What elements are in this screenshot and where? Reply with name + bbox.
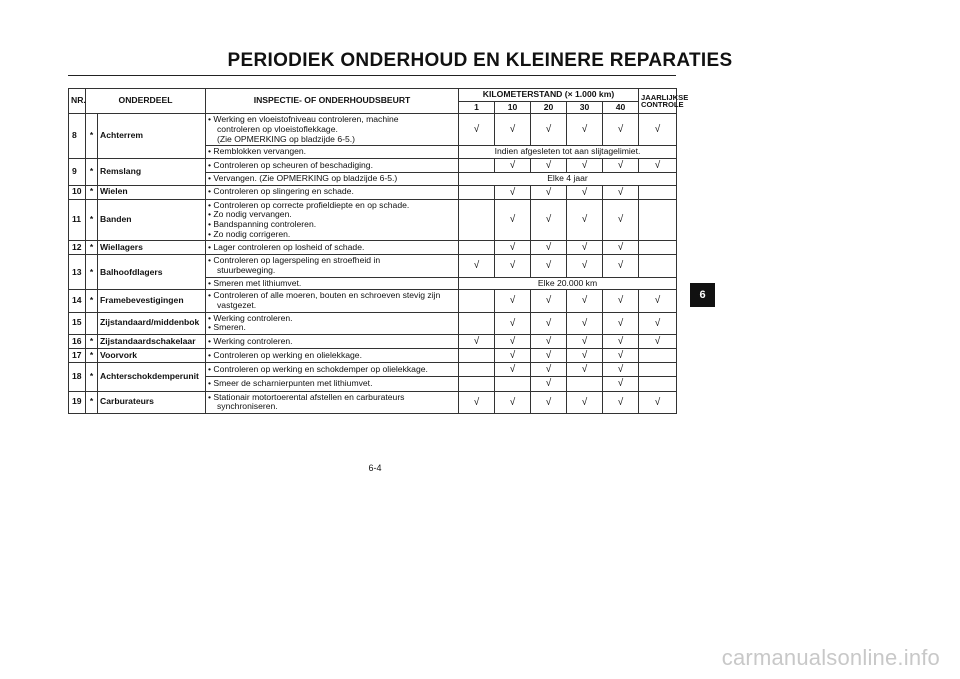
task-line: stuurbeweging.: [217, 265, 276, 276]
check-mark: √: [531, 199, 567, 241]
check-mark: √: [603, 241, 639, 255]
check-mark: √: [567, 241, 603, 255]
check-mark: √: [495, 255, 531, 277]
task-description: [206, 377, 459, 391]
row-number: 17: [69, 349, 86, 363]
table-row: [69, 363, 677, 377]
row-number: 12: [69, 241, 86, 255]
check-mark: √: [567, 185, 603, 199]
check-mark: √: [495, 349, 531, 363]
check-mark: √: [495, 241, 531, 255]
task-line: • Lager controleren op losheid of schade.: [208, 242, 365, 253]
check-mark: √: [531, 312, 567, 334]
check-mark: √: [459, 334, 495, 348]
table-row: [69, 391, 677, 413]
check-mark: √: [567, 363, 603, 377]
check-mark: √: [495, 312, 531, 334]
check-mark: √: [495, 114, 531, 146]
dealer-only-marker: *: [86, 158, 98, 185]
dealer-only-marker: *: [86, 199, 98, 241]
check-mark: √: [567, 349, 603, 363]
check-mark: √: [603, 199, 639, 241]
dealer-only-marker: *: [86, 114, 98, 159]
empty-cell: [495, 377, 531, 391]
task-description: [206, 146, 459, 159]
task-line: • Controleren of alle moeren, bouten en schroeven stevig zijn: [208, 290, 441, 301]
check-mark: √: [639, 391, 677, 413]
dealer-only-marker: *: [86, 185, 98, 199]
part-name: Wielen: [98, 185, 206, 199]
check-mark: √: [495, 199, 531, 241]
part-name: Achterrem: [98, 114, 206, 159]
watermark: carmanualsonline.info: [721, 645, 940, 670]
table-row: [69, 290, 677, 312]
task-line: • Werking en vloeistofniveau controleren, machine: [208, 114, 399, 125]
task-line: • Bandspanning controleren.: [208, 219, 317, 229]
task-line: vastgezet.: [217, 299, 257, 310]
check-mark: √: [495, 391, 531, 413]
dealer-only-marker: *: [86, 290, 98, 312]
page-number: 6-4: [368, 463, 382, 473]
task-line: controleren op vloeistoflekkage.: [217, 123, 338, 134]
empty-cell: [639, 255, 677, 277]
check-mark: √: [459, 391, 495, 413]
check-mark: √: [531, 363, 567, 377]
table-row: [69, 334, 677, 348]
task-description: [206, 277, 459, 290]
part-name: Balhoofdlagers: [98, 255, 206, 290]
check-mark: √: [531, 349, 567, 363]
task-description: [206, 172, 459, 185]
row-number: 8: [69, 114, 86, 159]
task-line: • Zo nodig vervangen.: [208, 209, 292, 220]
task-line: • Smeren met lithiumvet.: [208, 277, 302, 288]
empty-cell: [567, 377, 603, 391]
header-km-col: 20: [531, 101, 567, 114]
task-description: [206, 349, 459, 363]
check-mark: √: [603, 349, 639, 363]
table-body: [69, 114, 677, 414]
header-work: INSPECTIE- OF ONDERHOUDSBEURT: [206, 89, 459, 114]
check-mark: √: [603, 363, 639, 377]
header-km-col: 40: [603, 101, 639, 114]
header-km: KILOMETERSTAND (× 1.000 km): [459, 89, 639, 102]
empty-cell: [639, 199, 677, 241]
part-name: Remslang: [98, 158, 206, 185]
task-line: • Smeer de scharnierpunten met lithiumvet.: [208, 378, 373, 389]
check-mark: √: [567, 290, 603, 312]
check-mark: √: [531, 255, 567, 277]
check-mark: √: [639, 290, 677, 312]
check-mark: √: [531, 377, 567, 391]
dealer-only-marker: *: [86, 391, 98, 413]
check-mark: √: [567, 255, 603, 277]
empty-cell: [639, 363, 677, 377]
task-description: [206, 290, 459, 312]
header-km-col: 30: [567, 101, 603, 114]
part-name: Achterschokdemperunit: [98, 363, 206, 391]
header-nr: NR.: [69, 89, 86, 114]
check-mark: √: [603, 158, 639, 172]
table-row: [69, 158, 677, 172]
empty-cell: [459, 199, 495, 241]
task-line: • Werking controleren.: [208, 335, 293, 346]
task-line: • Vervangen. (Zie OPMERKING op bladzijde 6-5.): [208, 172, 398, 183]
header-km-col: 1: [459, 101, 495, 114]
check-mark: √: [567, 391, 603, 413]
task-description: [206, 185, 459, 199]
empty-cell: [459, 312, 495, 334]
task-line: • Controleren op lagerspeling en stroefheid in: [208, 255, 381, 266]
check-mark: √: [567, 312, 603, 334]
header-annual: JAARLIJKSE CONTROLE: [639, 89, 677, 114]
page-title: PERIODIEK ONDERHOUD EN KLEINERE REPARATIES: [227, 50, 733, 71]
header-part: ONDERDEEL: [86, 89, 206, 114]
check-mark: √: [495, 290, 531, 312]
check-mark: √: [531, 241, 567, 255]
task-description: [206, 334, 459, 348]
interval-note: Indien afgesleten tot aan slijtagelimiet.: [459, 146, 677, 159]
part-name: Banden: [98, 199, 206, 241]
check-mark: √: [639, 114, 677, 146]
dealer-only-marker: *: [86, 255, 98, 290]
task-line: • Controleren op werking en schokdemper op olielekkage.: [208, 363, 428, 374]
empty-cell: [459, 185, 495, 199]
dealer-only-marker: *: [86, 241, 98, 255]
row-number: 14: [69, 290, 86, 312]
part-name: Zijstandaardschakelaar: [98, 334, 206, 348]
interval-note: Elke 20.000 km: [459, 277, 677, 290]
task-description: [206, 255, 459, 277]
check-mark: √: [639, 158, 677, 172]
task-line: • Smeren.: [208, 322, 246, 333]
row-number: 11: [69, 199, 86, 241]
empty-cell: [639, 377, 677, 391]
row-number: 15: [69, 312, 86, 334]
check-mark: √: [531, 114, 567, 146]
check-mark: √: [639, 334, 677, 348]
task-description: [206, 241, 459, 255]
part-name: Voorvork: [98, 349, 206, 363]
empty-cell: [459, 377, 495, 391]
task-line: (Zie OPMERKING op bladzijde 6-5.): [217, 133, 356, 144]
part-name: Framebevestigingen: [98, 290, 206, 312]
check-mark: √: [603, 114, 639, 146]
check-mark: √: [495, 363, 531, 377]
check-mark: √: [603, 391, 639, 413]
empty-cell: [459, 241, 495, 255]
check-mark: √: [531, 185, 567, 199]
part-name: Wiellagers: [98, 241, 206, 255]
table-row: [69, 199, 677, 241]
check-mark: √: [567, 158, 603, 172]
check-mark: √: [567, 334, 603, 348]
check-mark: √: [639, 312, 677, 334]
empty-cell: [459, 290, 495, 312]
empty-cell: [639, 185, 677, 199]
header-km-col: 10: [495, 101, 531, 114]
task-line: • Remblokken vervangen.: [208, 146, 307, 157]
empty-cell: [459, 158, 495, 172]
empty-cell: [639, 349, 677, 363]
check-mark: √: [603, 377, 639, 391]
task-description: [206, 114, 459, 146]
table-row: [69, 349, 677, 363]
check-mark: √: [603, 185, 639, 199]
dealer-only-marker: *: [86, 363, 98, 391]
task-description: [206, 158, 459, 172]
chapter-tab: 6: [690, 283, 715, 307]
dealer-only-marker: *: [86, 334, 98, 348]
task-description: [206, 363, 459, 377]
interval-note: Elke 4 jaar: [459, 172, 677, 185]
dealer-only-marker: *: [86, 349, 98, 363]
check-mark: √: [495, 334, 531, 348]
row-number: 18: [69, 363, 86, 391]
task-line: • Controleren op werking en olielekkage.: [208, 349, 362, 360]
part-name: Carburateurs: [98, 391, 206, 413]
table-row: [69, 185, 677, 199]
check-mark: √: [531, 290, 567, 312]
task-description: [206, 391, 459, 413]
empty-cell: [459, 363, 495, 377]
title-rule: [68, 75, 676, 76]
task-line: • Stationair motortoerental afstellen en carburateurs: [208, 391, 405, 402]
check-mark: √: [531, 334, 567, 348]
row-number: 16: [69, 334, 86, 348]
check-mark: √: [495, 185, 531, 199]
check-mark: √: [603, 290, 639, 312]
task-line: • Zo nodig corrigeren.: [208, 228, 291, 239]
check-mark: √: [603, 312, 639, 334]
maintenance-table: [68, 88, 689, 414]
task-line: • Werking controleren.: [208, 312, 293, 323]
check-mark: √: [459, 255, 495, 277]
table-row: [69, 241, 677, 255]
empty-cell: [639, 241, 677, 255]
row-number: 10: [69, 185, 86, 199]
check-mark: √: [567, 199, 603, 241]
task-description: [206, 199, 459, 241]
row-number: 13: [69, 255, 86, 290]
table-row: [69, 312, 677, 334]
check-mark: √: [531, 158, 567, 172]
empty-cell: [459, 349, 495, 363]
row-number: 9: [69, 158, 86, 185]
row-number: 19: [69, 391, 86, 413]
check-mark: √: [495, 158, 531, 172]
check-mark: √: [567, 114, 603, 146]
task-line: • Controleren op slingering en schade.: [208, 186, 354, 197]
table-row: [69, 255, 677, 277]
check-mark: √: [531, 391, 567, 413]
part-name: Zijstandaard/middenbok: [98, 312, 206, 334]
dealer-only-marker: [86, 312, 98, 334]
task-line: • Controleren op correcte profieldiepte en op schade.: [208, 199, 410, 210]
task-description: [206, 312, 459, 334]
check-mark: √: [459, 114, 495, 146]
check-mark: √: [603, 255, 639, 277]
task-line: • Controleren op scheuren of beschadiging.: [208, 159, 373, 170]
task-line: synchroniseren.: [217, 401, 278, 412]
check-mark: √: [603, 334, 639, 348]
table-row: [69, 114, 677, 146]
